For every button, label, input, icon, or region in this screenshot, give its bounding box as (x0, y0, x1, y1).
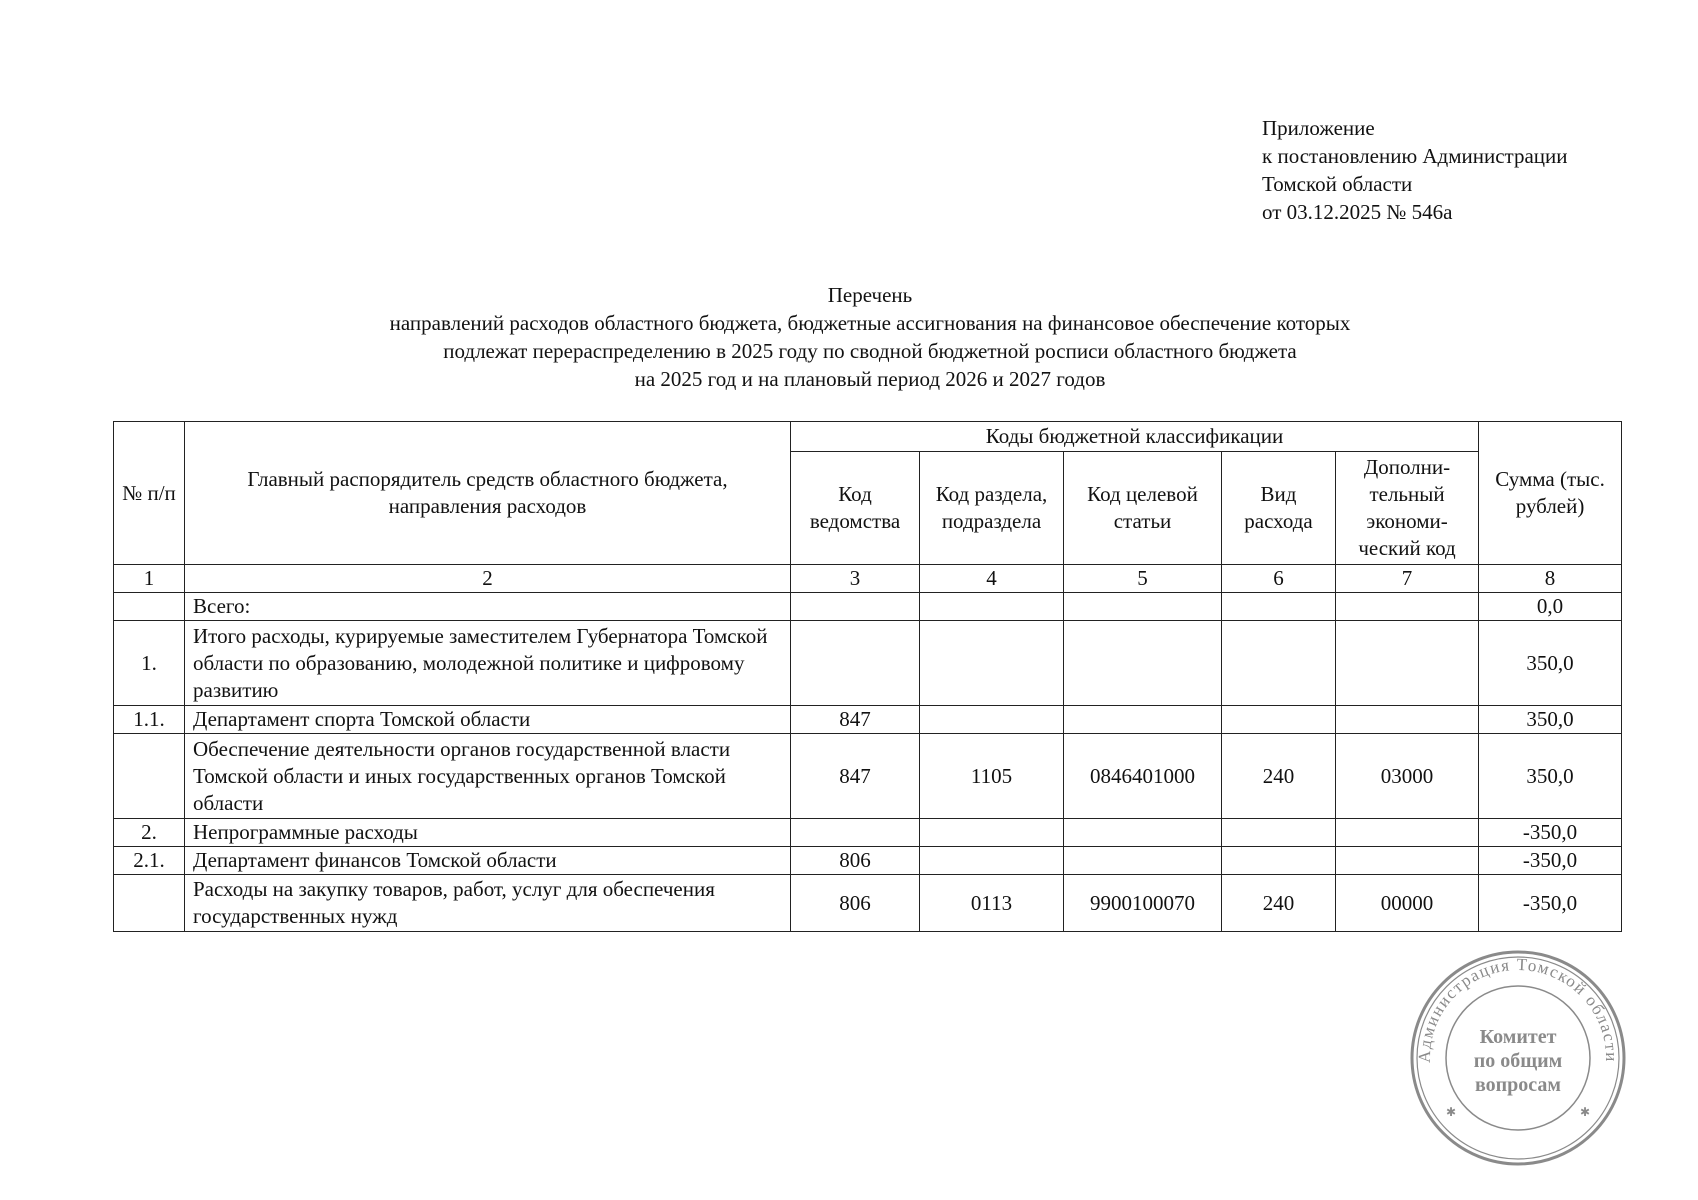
row-econ-code (1336, 819, 1479, 847)
row-name: Департамент спорта Томской области (185, 706, 791, 734)
row-target-code: 9900100070 (1064, 875, 1222, 932)
row-num: 2.1. (114, 847, 185, 875)
title-line: подлежат перераспределению в 2025 году по сводной бюджетной росписи областного бюджета (443, 339, 1297, 363)
row-dept-code: 847 (791, 706, 920, 734)
official-stamp (1408, 948, 1628, 1168)
row-econ-code: 03000 (1336, 734, 1479, 819)
table-row (114, 847, 1622, 875)
row-section-code (920, 819, 1064, 847)
appendix-header (1262, 114, 1568, 226)
stamp-ring-text: Администрация Томской области (1414, 954, 1622, 1064)
header-target-code: Код целевой статьи (1064, 452, 1222, 565)
row-name: Непрограммные расходы (185, 819, 791, 847)
header-codes-group: Коды бюджетной классификации (791, 422, 1479, 452)
column-number: 5 (1064, 565, 1222, 593)
row-section-code: 1105 (920, 734, 1064, 819)
row-num (114, 734, 185, 819)
row-num: 1.1. (114, 706, 185, 734)
row-sum: -350,0 (1479, 847, 1622, 875)
row-name: Обеспечение деятельности органов государственной власти Томской области и иных государственных органов Томской области (185, 734, 791, 819)
stamp-center-line: вопросам (1474, 1074, 1562, 1096)
table-row (114, 621, 1622, 706)
table-row (114, 593, 1622, 621)
header-econ-code: Дополни-тельный экономи-ческий код (1336, 452, 1479, 565)
row-num: 1. (114, 621, 185, 706)
row-expense-type: 240 (1222, 734, 1336, 819)
row-dept-code: 806 (791, 875, 920, 932)
row-dept-code: 847 (791, 734, 920, 819)
title-line: Перечень (827, 283, 913, 307)
column-number: 6 (1222, 565, 1336, 593)
header-sum: Сумма (тыс. рублей) (1479, 422, 1622, 565)
row-section-code (920, 847, 1064, 875)
column-number-row (114, 565, 1622, 593)
table-row (114, 706, 1622, 734)
appendix-line: от 03.12.2025 № 546а (1262, 200, 1453, 224)
header-expense-type: Вид расхода (1222, 452, 1336, 565)
header-num: № п/п (114, 422, 185, 565)
title-line: на 2025 год и на плановый период 2026 и 2027 годов (634, 367, 1106, 391)
column-number: 1 (114, 565, 185, 593)
row-expense-type (1222, 847, 1336, 875)
row-dept-code: 806 (791, 847, 920, 875)
row-section-code (920, 621, 1064, 706)
header-section-code: Код раздела, подраздела (920, 452, 1064, 565)
row-name: Департамент финансов Томской области (185, 847, 791, 875)
row-target-code (1064, 621, 1222, 706)
row-econ-code: 00000 (1336, 875, 1479, 932)
row-sum: 350,0 (1479, 621, 1622, 706)
title-line: направлений расходов областного бюджета, бюджетные ассигнования на финансовое обеспечение которых (389, 311, 1351, 335)
stamp-center-line: Комитет (1479, 1026, 1557, 1048)
row-sum: -350,0 (1479, 875, 1622, 932)
row-name: Итого расходы, курируемые заместителем Губернатора Томской области по образованию, молодежной политике и цифровому развитию (185, 621, 791, 706)
row-sum: 350,0 (1479, 734, 1622, 819)
row-expense-type (1222, 621, 1336, 706)
column-number: 8 (1479, 565, 1622, 593)
row-target-code (1064, 706, 1222, 734)
appendix-line: Приложение (1262, 116, 1375, 140)
row-section-code (920, 706, 1064, 734)
row-dept-code (791, 621, 920, 706)
row-name: Всего: (185, 593, 791, 621)
header-recipient: Главный распорядитель средств областного бюджета, направления расходов (185, 422, 791, 565)
stamp-center-line: по общим (1473, 1050, 1563, 1072)
appendix-line: к постановлению Администрации (1262, 144, 1568, 168)
row-target-code (1064, 819, 1222, 847)
column-number: 4 (920, 565, 1064, 593)
row-expense-type (1222, 593, 1336, 621)
header-dept-code: Код ведомства (791, 452, 920, 565)
row-dept-code (791, 819, 920, 847)
row-num (114, 875, 185, 932)
row-econ-code (1336, 847, 1479, 875)
column-number: 2 (185, 565, 791, 593)
row-num (114, 593, 185, 621)
row-expense-type (1222, 819, 1336, 847)
row-sum: 0,0 (1479, 593, 1622, 621)
row-dept-code (791, 593, 920, 621)
appendix-line: Томской области (1262, 172, 1413, 196)
stamp-star-icon: ✱ (1580, 1105, 1591, 1119)
row-target-code (1064, 593, 1222, 621)
row-target-code (1064, 847, 1222, 875)
row-section-code (920, 593, 1064, 621)
row-expense-type (1222, 706, 1336, 734)
row-econ-code (1336, 621, 1479, 706)
table-row (114, 819, 1622, 847)
row-sum: 350,0 (1479, 706, 1622, 734)
row-expense-type: 240 (1222, 875, 1336, 932)
table-row (114, 734, 1622, 819)
column-number: 3 (791, 565, 920, 593)
row-name: Расходы на закупку товаров, работ, услуг для обеспечения государственных нужд (185, 875, 791, 932)
budget-table (113, 421, 1622, 932)
column-number: 7 (1336, 565, 1479, 593)
table-row (114, 875, 1622, 932)
row-econ-code (1336, 706, 1479, 734)
stamp-star-icon: ✱ (1446, 1105, 1457, 1119)
row-econ-code (1336, 593, 1479, 621)
row-num: 2. (114, 819, 185, 847)
row-target-code: 0846401000 (1064, 734, 1222, 819)
document-title (120, 281, 1620, 393)
row-sum: -350,0 (1479, 819, 1622, 847)
row-section-code: 0113 (920, 875, 1064, 932)
